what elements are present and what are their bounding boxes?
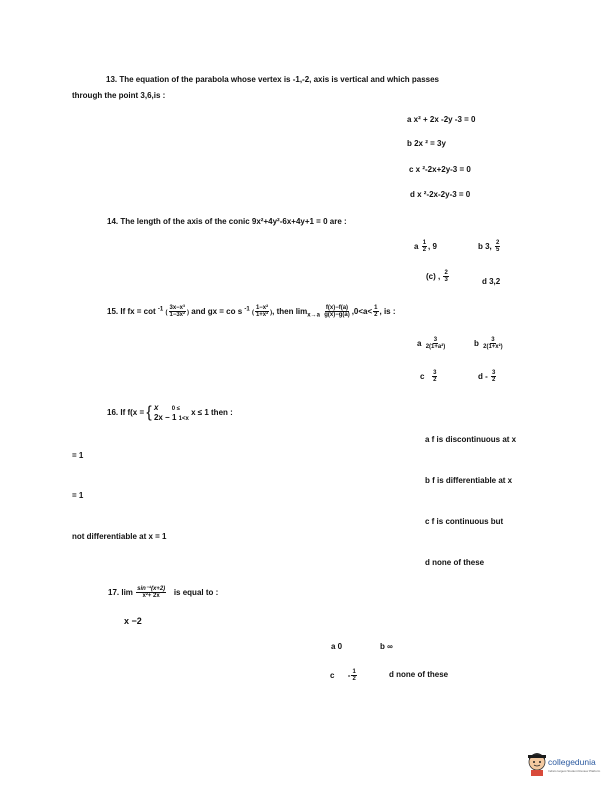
- q14-b-den: 5: [496, 247, 500, 254]
- q14-option-b-fraction: [495, 240, 500, 254]
- q15-a-frac: [425, 337, 447, 351]
- q15-option-b-label: b: [474, 338, 479, 348]
- q15-cond-frac: [373, 305, 378, 319]
- q14-option-b: [478, 240, 501, 254]
- q16-case1-expr: x: [153, 403, 159, 412]
- q16-option-b: b f is differentiable at x: [425, 476, 513, 485]
- q16-eq2: = 1: [72, 491, 84, 500]
- q15-frac2-num: 1−x²: [255, 305, 269, 311]
- q15-frac3: [323, 305, 351, 319]
- q15-d-num: 3: [492, 370, 496, 376]
- q15-c-den: 2: [433, 377, 437, 384]
- q16-case2-expr: 2x − 1: [153, 412, 177, 422]
- q15-sup1: -1: [157, 306, 164, 313]
- q15-b-den: 2(1+x²): [483, 344, 503, 351]
- q16-eq1: = 1: [72, 451, 84, 460]
- q15-stem: 15. If fx = cot $^{-1}$ ( $\frac{\text{3x−x³}}{\text{1−3x²}}$ ) and gx = co s $^{-1}$ ( $\frac{\text{1−x²}}{\text{1+x²}}$ ), then $\lim_{x\to a}$ $\frac{f(x)-f(a)}{g(x)-g(a)}$ ,0<a< $\frac{1}{2}$ , is :: [107, 305, 396, 319]
- q14-option-b-label: b 3,: [478, 241, 492, 251]
- q17-option-c: [330, 669, 358, 683]
- q15-cond-den: 2: [374, 312, 378, 319]
- q17-option-c-label: c: [330, 670, 335, 680]
- q13-option-c: c x ²-2x+2y-3 = 0: [409, 165, 471, 174]
- q15-c-frac: [432, 370, 437, 384]
- q17-option-b: b ∞: [380, 642, 393, 651]
- logo-tagline: India's largest Student Review Platform: [548, 769, 601, 773]
- q16-option-c-cont: not differentiable at x = 1: [72, 532, 167, 541]
- q17-frac-num: sin⁻¹(x+2): [137, 586, 166, 592]
- q14-a-num: 1: [422, 240, 427, 246]
- q15-c-num: 3: [433, 370, 437, 376]
- q16-case1-cond: 0 ≤: [171, 406, 181, 412]
- q17-c-frac: [351, 669, 356, 683]
- q15-frac2: [255, 305, 269, 319]
- q14-b-num: 2: [496, 240, 500, 246]
- q15-b-frac: [482, 337, 504, 351]
- q14-stem: 14. The length of the axis of the conic 9x²+4y²-6x+4y+1 = 0 are :: [107, 217, 347, 226]
- q16-piecewise: [154, 403, 189, 423]
- q16-option-a: a f is discontinuous at x: [425, 435, 517, 444]
- q14-option-d: d 3,2: [482, 277, 501, 286]
- q17-stem: [108, 586, 218, 600]
- q14-option-c: [426, 270, 450, 284]
- q14-c-den: 3: [444, 277, 448, 284]
- q16-option-c: c f is continuous but: [425, 517, 504, 526]
- q13-stem-line1: 13. The equation of the parabola whose vertex is -1,-2, axis is vertical and which passes: [106, 75, 440, 84]
- q15-sup2: -1: [244, 306, 250, 313]
- q14-option-a-rest: , 9: [428, 241, 437, 251]
- q15-cond-start: ,0<a<: [351, 306, 373, 316]
- q15-frac3-num: f(x)−f(a): [325, 305, 349, 311]
- q14-a-den: 2: [422, 247, 427, 254]
- q15-frac2-den: 1+x²: [255, 312, 269, 319]
- q14-option-c-label: (c): [426, 271, 436, 281]
- q15-frac1-num: 3x−x³: [169, 305, 186, 311]
- q15-cond-num: 1: [374, 305, 378, 311]
- q17-c-den: 2: [352, 676, 356, 683]
- q14-option-c-fraction: [443, 270, 448, 284]
- q17-option-a: a 0: [331, 642, 343, 651]
- q14-option-a: [414, 240, 437, 254]
- q15-option-b: [474, 337, 505, 351]
- q15-frac3-den: g(x)−g(a): [324, 312, 350, 319]
- q15-stem-start: 15. If fx = cot: [107, 306, 156, 316]
- logo-text: collegedunia: [548, 757, 596, 767]
- q15-option-d-label: d -: [478, 371, 488, 381]
- q16-option-d: d none of these: [425, 558, 485, 567]
- q14-option-a-label: a: [414, 241, 419, 251]
- q13-option-d: d x ²-2x-2y-3 = 0: [410, 190, 471, 199]
- q15-a-den: 2(1+a²): [425, 344, 446, 351]
- q14-option-c-mid: ,: [438, 271, 441, 281]
- q17-lim-sub: x −2: [124, 616, 142, 626]
- q15-and-g: and gx = co s: [191, 306, 243, 316]
- q17-option-c-sign: -: [347, 670, 351, 680]
- q16-tail: x ≤ 1 then :: [191, 408, 233, 417]
- q15-option-a-label: a: [417, 338, 422, 348]
- q17-stem-end: is equal to :: [173, 587, 219, 597]
- mascot-icon: [526, 752, 548, 776]
- q16-case2-cond: 1<x: [178, 415, 189, 422]
- q17-c-num: 1: [352, 669, 356, 675]
- q13-stem-line2: through the point 3,6,is :: [72, 91, 166, 100]
- q15-cond-end: , is :: [379, 306, 396, 316]
- q16-stem-start: 16. If f(x =: [107, 408, 145, 417]
- q15-b-num: 3: [491, 337, 495, 343]
- q14-c-num: 2: [444, 270, 448, 276]
- q15-option-d: [478, 370, 497, 384]
- q15-frac1: [169, 305, 187, 319]
- q17-frac: [136, 586, 166, 600]
- q16-stem: 16. If f(x = { x 0 ≤ 2x − 1 1<x x ≤ 1 then :: [107, 403, 233, 422]
- q15-frac1-den: 1−3x²: [169, 312, 186, 319]
- q15-a-num: 3: [433, 337, 438, 343]
- q15-option-c-label: c: [420, 371, 425, 381]
- q15-lim-sub: x→a: [307, 312, 320, 319]
- q17-option-d: d none of these: [389, 670, 449, 679]
- q17-frac-den: x²+ 2x: [142, 593, 160, 600]
- q15-option-c: [420, 370, 438, 384]
- q13-option-a: a x² + 2x -2y -3 = 0: [407, 115, 476, 124]
- q14-option-a-fraction: [422, 240, 427, 254]
- q17-stem-start: 17. lim: [108, 587, 133, 597]
- q15-then-lim: , then lim: [272, 306, 308, 316]
- q15-d-den: 2: [492, 377, 496, 384]
- q13-option-b: b 2x ² = 3y: [407, 139, 446, 148]
- q15-d-frac: [491, 370, 496, 384]
- q15-option-a: [417, 337, 447, 351]
